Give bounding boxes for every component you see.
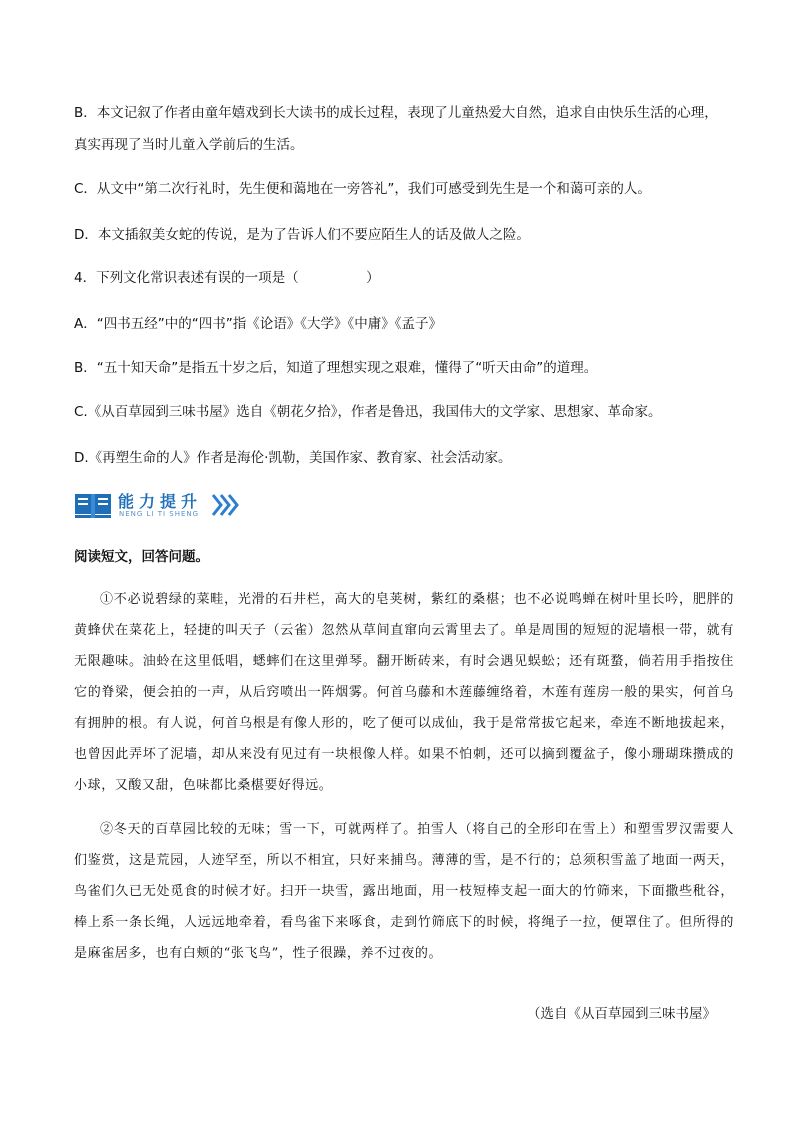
q3-option-b: B．本文记叙了作者由童年嬉戏到长大读书的成长过程，表现了儿童热爱大自然，追求自由快乐生活的心理， [74, 105, 718, 121]
q4-option-a: A．“四书五经”中的“四书”指《论语》《大学》《中庸》《孟子》 [74, 316, 442, 332]
q3-option-c: C．从文中“第二次行礼时，先生便和蔼地在一旁答礼”，我们可感受到先生是一个和蔼可亲的人。 [74, 181, 651, 197]
section-subtitle: NENG LI TI SHENG [119, 510, 200, 518]
passage-paragraph-2: ②冬天的百草园比较的无味；雪一下，可就两样了。拍雪人（将自己的全形印在雪上）和塑雪罗汉需要人们鉴赏，这是荒园，人迹罕至，所以不相宜，只好来捕鸟。薄薄的雪，是不行的；总须积雪盖了地面一两天，鸟雀们久已无处觅食的时候才好。扫开一块雪，露出地面，用一枝短棒支起一面大的竹筛来，下面撒些秕谷，棒上系一条长绳，人远远地牵着，看鸟雀下来啄食，走到竹筛底下的时候，将绳子一拉，便罩住了。但所得的是麻雀居多，也有白颊的“张飞鸟”，性子很躁，养不过夜的。 [74, 822, 734, 961]
book-icon [74, 491, 112, 519]
q4-stem: 4．下列文化常识表述有误的一项是（ ） [74, 270, 380, 286]
section-title: 能力提升 [118, 492, 203, 511]
q4-option-d: D.《再塑生命的人》作者是海伦·凯勒，美国作家、教育家、社会活动家。 [74, 450, 512, 466]
passage-paragraph-1: ①不必说碧绿的菜畦，光滑的石井栏，高大的皂荚树，紫红的桑椹；也不必说鸣蝉在树叶里长吟，肥胖的黄蜂伏在菜花上，轻捷的叫天子（云雀）忽然从草间直窜向云霄里去了。单是周围的短短的泥墙根一带，就有无限趣味。油蛉在这里低唱，蟋蟀们在这里弹琴。翻开断砖来，有时会遇见蜈蚣；还有斑蝥，倘若用手指按住它的脊梁，便会拍的一声，从后窍喷出一阵烟雾。何首乌藤和木莲藤缠络着，木莲有莲房一般的果实，何首乌有拥肿的根。有人说，何首乌根是有像人形的，吃了便可以成仙，我于是常常拔它起来，牵连不断地拔起来，也曾因此弄坏了泥墙，却从来没有见过有一块根像人样。如果不怕刺，还可以摘到覆盆子，像小珊瑚珠攒成的小球，又酸又甜，色味都比桑椹要好得远。 [74, 592, 734, 793]
q4-option-b: B．“五十知天命”是指五十岁之后，知道了理想实现之艰难，懂得了“听天由命”的道理。 [74, 360, 598, 376]
q3-option-d: D．本文插叙美女蛇的传说，是为了告诉人们不要应陌生人的话及做人之险。 [74, 227, 530, 243]
passage-source: （选自《从百草园到三味书屋》 [527, 1006, 716, 1022]
q3-option-b-continued: 真实再现了当时儿童入学前后的生活。 [74, 137, 304, 153]
section-header-ability [74, 489, 254, 523]
reading-instruction: 阅读短文，回答问题。 [74, 549, 209, 565]
q4-option-c: C.《从百草园到三味书屋》选自《朝花夕拾》，作者是鲁迅，我国伟大的文学家、思想家、革命家。 [74, 404, 662, 420]
double-chevron-right-icon [210, 491, 240, 519]
